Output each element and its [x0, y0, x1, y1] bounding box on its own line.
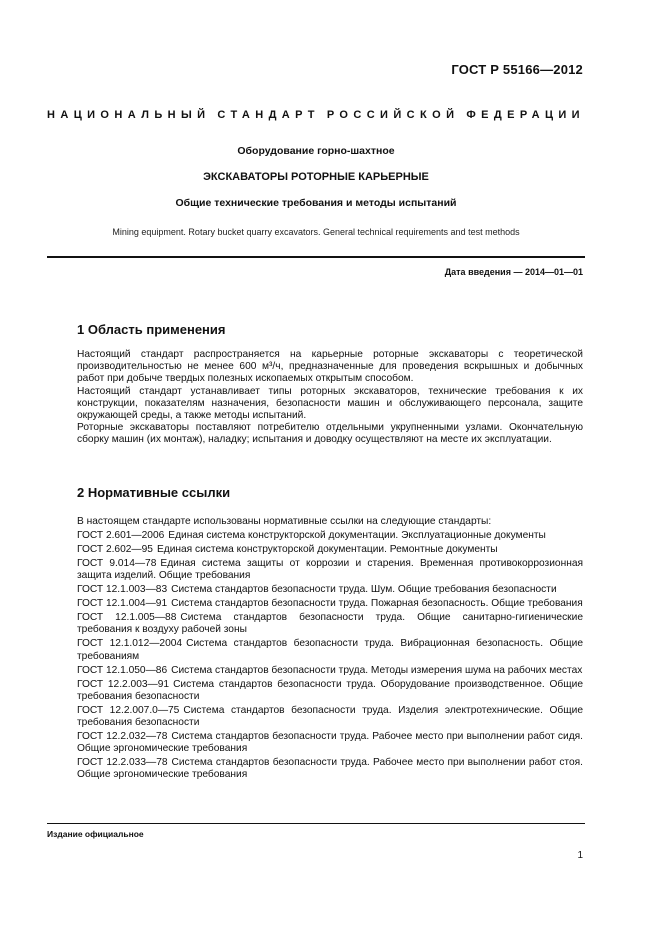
title-line-2: ЭКСКАВАТОРЫ РОТОРНЫЕ КАРЬЕРНЫЕ [203, 171, 429, 183]
section-2-heading: 2 Нормативные ссылки [77, 485, 231, 500]
edition-label: Издание официальное [47, 829, 144, 839]
page-number: 1 [577, 850, 583, 861]
english-title: Mining equipment. Rotary bucket quarry excavators. General technical requirements and test methods [112, 227, 520, 237]
reference-code: ГОСТ 12.2.007.0—75 [77, 704, 180, 716]
list-item [77, 638, 583, 662]
list-item [77, 731, 583, 755]
reference-code: ГОСТ 12.2.003—91 [77, 678, 170, 690]
references-list [77, 530, 583, 783]
reference-title: Система стандартов безопасности труда. Изделия электротехнические. Общие требования безопасности [77, 704, 583, 729]
reference-title: Система стандартов безопасности труда. Рабочее место при выполнении работ стоя. Общие эргономические требования [77, 757, 583, 781]
reference-code: ГОСТ 9.014—78 [77, 558, 157, 569]
reference-code: ГОСТ 12.1.004—91 [77, 598, 168, 610]
banner-word: ФЕДЕРАЦИИ [466, 109, 585, 121]
header-divider [47, 256, 585, 258]
reference-title: Единая система конструкторской документации. Эксплуатационные документы [168, 530, 546, 541]
document-code: ГОСТ Р 55166—2012 [451, 62, 583, 77]
list-item [77, 757, 583, 781]
reference-title: Единая система защиты от коррозии и старения. Временная противокоррозионная защита изделий. Общие требования [77, 558, 584, 582]
title-line-3: Общие технические требования и методы испытаний [175, 197, 457, 209]
reference-code: ГОСТ 12.1.050—86 [77, 664, 168, 676]
paragraph-text: Настоящий стандарт устанавливает типы роторных экскаваторов, технические требования к их конструкции, показателям назначения, безопасности машин и обслуживающего персонала, защите окружающей среды, а также методы испытаний. [77, 385, 583, 422]
list-item [77, 530, 583, 542]
introduction-date: Дата введения — 2014—01—01 [444, 267, 583, 277]
reference-code: ГОСТ 12.1.005—88 [77, 612, 177, 624]
list-item [77, 544, 583, 556]
list-item [77, 665, 583, 677]
list-item [77, 584, 583, 596]
reference-title: Система стандартов безопасности труда. Шум. Общие требования безопасности [171, 584, 557, 596]
list-item [77, 558, 583, 582]
reference-title: Единая система конструкторской документации. Ремонтные документы [156, 544, 498, 555]
reference-code: ГОСТ 12.1.012—2004 [77, 638, 183, 650]
reference-title: Система стандартов безопасности труда. Рабочее место при выполнении работ сидя. Общие эргономические требования [77, 731, 583, 755]
reference-title: Система стандартов безопасности труда. Общие санитарно-гигиенические требования к воздуху рабочей зоны [77, 612, 583, 636]
list-item [77, 612, 583, 636]
reference-title: Система стандартов безопасности труда. Вибрационная безопасность. Общие требованиям [77, 638, 583, 662]
reference-code: ГОСТ 12.1.003—83 [77, 584, 168, 596]
paragraph [77, 422, 583, 446]
paragraph-text: Роторные экскаваторы поставляют потребителю отдельными укрупненными узлами. Окончательную сборку машин (их монтаж), наладку; испытания и доводку осуществляют на месте их эксплуатации. [77, 422, 583, 446]
reference-code: ГОСТ 2.601—2006 [77, 530, 165, 541]
banner-word: НАЦИОНАЛЬНЫЙ [47, 109, 211, 121]
reference-title: Система стандартов безопасности труда. Методы измерения шума на рабочих местах [171, 664, 583, 676]
banner-word: СТАНДАРТ [217, 109, 320, 121]
reference-title: Система стандартов безопасности труда. Оборудование производственное. Общие требования безопасности [77, 678, 583, 702]
list-item [77, 679, 583, 703]
section-1-body [77, 349, 583, 447]
reference-code: ГОСТ 2.602—95 [77, 544, 153, 555]
footer-divider [47, 823, 585, 824]
paragraph [77, 386, 583, 423]
national-standard-banner [47, 109, 585, 121]
list-item [77, 705, 583, 729]
paragraph [77, 349, 583, 386]
banner-word: РОССИЙСКОЙ [326, 109, 460, 121]
reference-title: Система стандартов безопасности труда. Пожарная безопасность. Общие требования [171, 598, 583, 610]
section-1-heading: 1 Область применения [77, 322, 226, 337]
reference-code: ГОСТ 12.2.033—78 [77, 757, 168, 769]
references-intro: В настоящем стандарте использованы нормативные ссылки на следующие стандарты: [77, 516, 492, 527]
title-line-1: Оборудование горно-шахтное [237, 145, 395, 157]
reference-code: ГОСТ 12.2.032—78 [77, 731, 168, 743]
list-item [77, 598, 583, 610]
paragraph-text: Настоящий стандарт распространяется на карьерные роторные экскаваторы с теоретической производительностью не менее 600 м³/ч, предназначенные для проведения вскрышных и добычных работ при добыче твердых полезных ископаемых открытым способом. [77, 349, 583, 385]
